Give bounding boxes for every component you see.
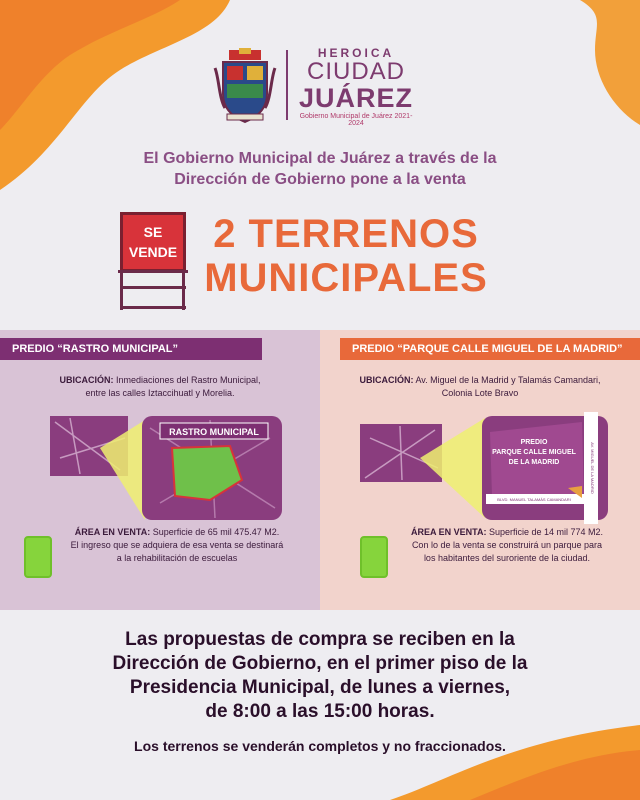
area-label: ÁREA EN VENTA: xyxy=(410,527,487,537)
area-text xyxy=(382,526,632,565)
location-text xyxy=(20,374,300,400)
panel-tag: PREDIO “RASTRO MUNICIPAL” xyxy=(0,338,262,360)
panel-parque-miguel-de-la-madrid xyxy=(320,330,640,610)
brand-line1: HEROICA xyxy=(317,46,395,60)
brand-logo xyxy=(296,46,416,127)
map-label-line2: PARQUE CALLE MIGUEL xyxy=(492,449,576,456)
area-legend-swatch xyxy=(24,536,52,578)
location-value2: entre las calles Iztaccihuatl y Morelia. xyxy=(85,388,235,398)
purchase-line3: Presidencia Municipal, de lunes a viernes, xyxy=(129,677,511,698)
header xyxy=(0,40,640,127)
brand-line4: Gobierno Municipal de Juárez 2021-2024 xyxy=(299,113,413,127)
purchase-line1: Las propuestas de compra se reciben en la xyxy=(125,629,515,650)
area-value: Superficie de 14 mil 774 M2. xyxy=(486,527,604,537)
map-label-line3: DE LA MADRID xyxy=(508,459,560,466)
title-line1: 2 TERRENOS xyxy=(213,212,479,256)
sign-board xyxy=(120,212,186,272)
map-label: RASTRO MUNICIPAL xyxy=(169,427,259,437)
map-label-line1: PREDIO xyxy=(520,439,548,446)
header-divider xyxy=(286,50,288,120)
street-av: AV. MIGUEL DE LA MADRID xyxy=(590,442,595,494)
location-value: Av. Miguel de la Madrid y Talamás Camandari, xyxy=(413,375,601,385)
sign-word2: VENDE xyxy=(128,244,178,260)
purchase-line2: Dirección de Gobierno, en el primer piso de la xyxy=(112,653,528,674)
street-blvd: BLVD. MANUEL TALAMÁS CAMANDARI xyxy=(497,497,571,502)
map-rastro xyxy=(0,408,320,528)
area-label: ÁREA EN VENTA: xyxy=(74,527,151,537)
area-value2: El ingreso que se adquiera de esa venta se destinará xyxy=(70,540,284,550)
bottom-right-decoration xyxy=(390,720,640,800)
area-text xyxy=(52,526,302,565)
main-title xyxy=(196,212,496,300)
intro-line1: El Gobierno Municipal de Juárez a través de la xyxy=(143,150,497,167)
location-label: UBICACIÓN: xyxy=(359,375,414,385)
for-sale-sign-icon xyxy=(118,212,190,312)
title-line2: MUNICIPALES xyxy=(204,256,488,300)
panel-tag: PREDIO “PARQUE CALLE MIGUEL DE LA MADRID” xyxy=(340,338,640,360)
purchase-line4: de 8:00 a las 15:00 horas. xyxy=(205,701,435,722)
sign-word1: SE xyxy=(143,224,163,240)
location-value2: Colonia Lote Bravo xyxy=(441,388,519,398)
footer-note: Los terrenos se venderán completos y no fraccionados. xyxy=(134,738,506,754)
location-value: Inmediaciones del Rastro Municipal, xyxy=(113,375,261,385)
location-label: UBICACIÓN: xyxy=(59,375,114,385)
location-text xyxy=(340,374,620,400)
brand-line2: CIUDAD xyxy=(306,58,405,85)
intro-line2: Dirección de Gobierno pone a la venta xyxy=(174,171,466,188)
area-value: Superficie de 65 mil 475.47 M2. xyxy=(150,527,280,537)
area-value3: los habitantes del suroriente de la ciudad. xyxy=(423,553,591,563)
panel-rastro-municipal xyxy=(0,330,320,610)
area-value2: Con lo de la venta se construirá un parque para xyxy=(411,540,603,550)
purchase-info xyxy=(40,628,600,724)
intro-text xyxy=(60,148,580,190)
brand-line3: JUÁREZ xyxy=(298,83,413,113)
area-value3: a la rehabilitación de escuelas xyxy=(116,553,238,563)
map-parque xyxy=(320,408,640,528)
coat-of-arms-icon xyxy=(213,48,277,124)
